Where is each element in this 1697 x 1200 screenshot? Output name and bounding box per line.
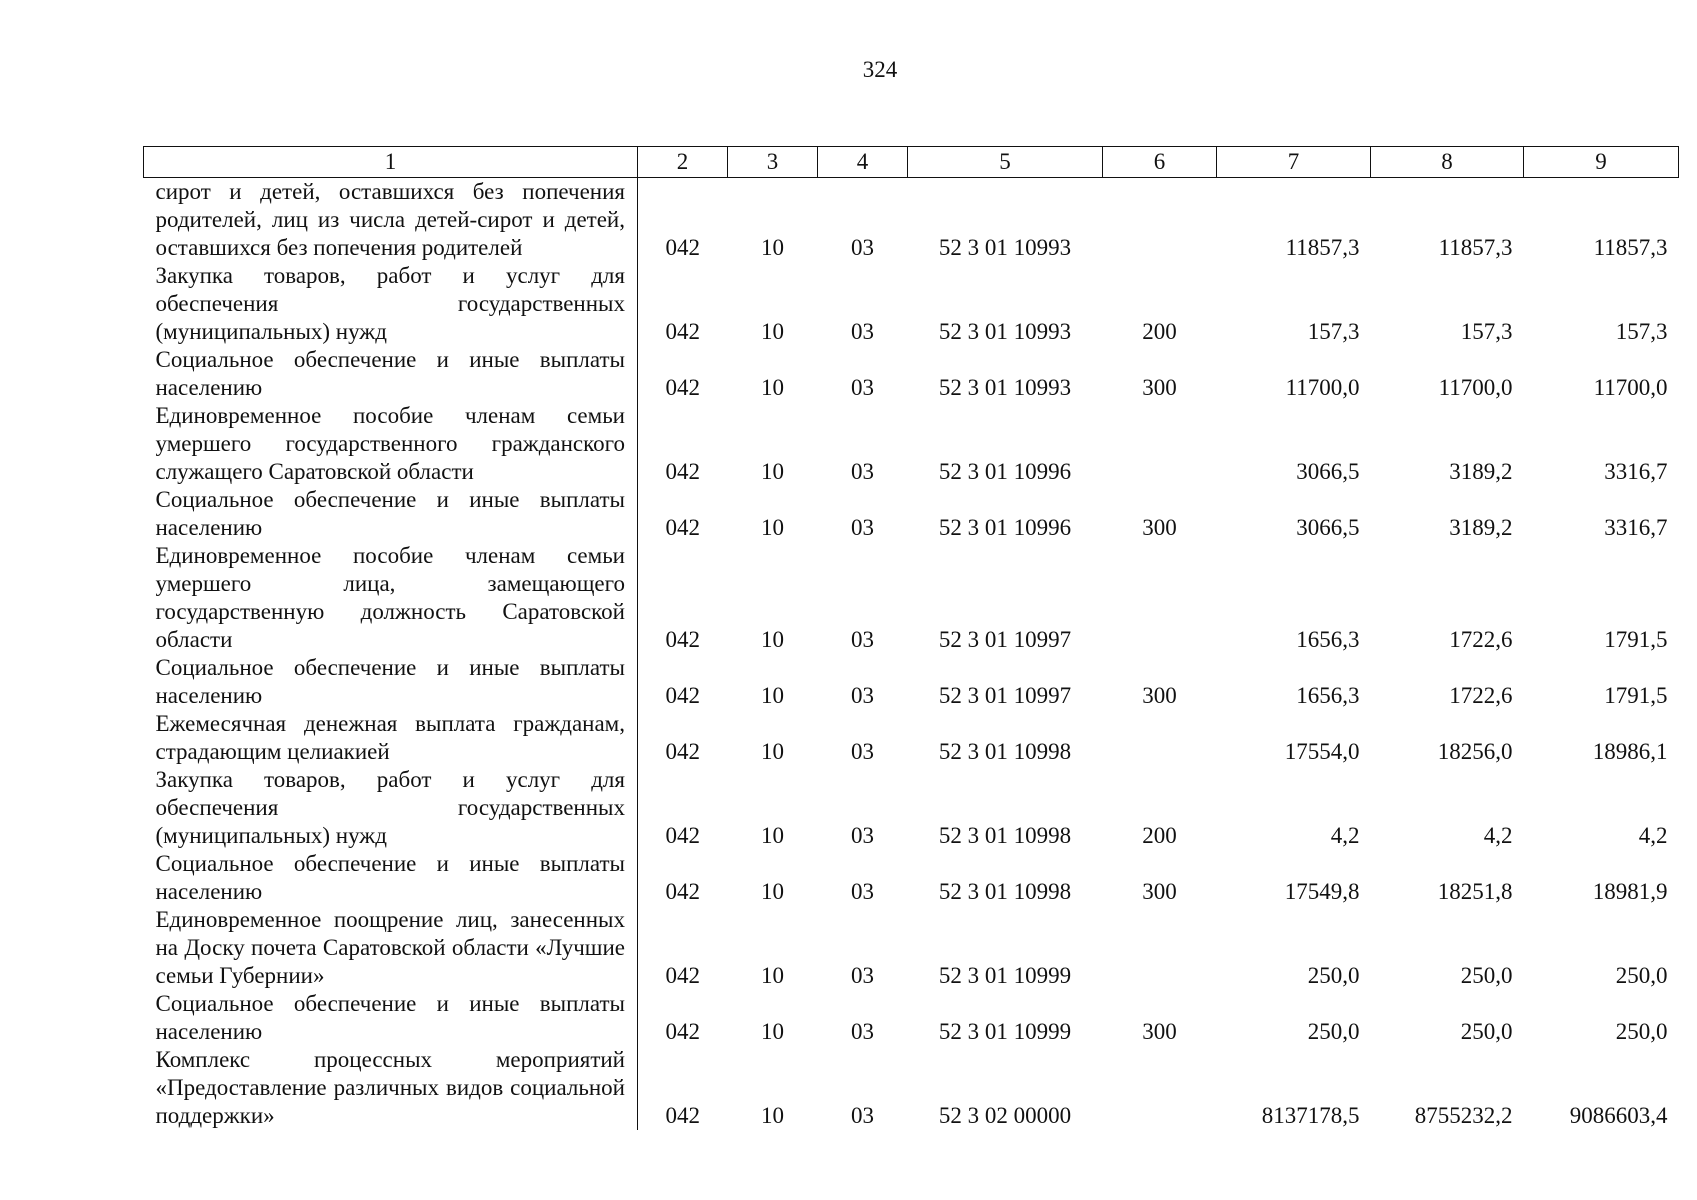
target-article-code: 52 3 01 10998: [938, 879, 1072, 904]
amount-year-2: 1722,6: [1449, 627, 1513, 652]
column-header: 6: [1103, 147, 1217, 178]
amount-year-3: 9086603,4: [1569, 1103, 1668, 1128]
amount-year-1: 17554,0: [1284, 739, 1360, 764]
amount-year-3: 18981,9: [1592, 879, 1668, 904]
amount-year-1: 11857,3: [1285, 235, 1360, 260]
amount-year-3: 11857,3: [1593, 235, 1668, 260]
amount-year-3: 4,2: [1638, 823, 1668, 848]
amount-year-1: 11700,0: [1285, 375, 1360, 400]
admin-code: 042: [665, 459, 700, 484]
expense-type-code: [1103, 1046, 1217, 1130]
amount-year-2: 18256,0: [1437, 739, 1513, 764]
target-article-code: 52 3 01 10993: [938, 375, 1072, 400]
amount-year-2: 3189,2: [1449, 459, 1513, 484]
table-row: [144, 402, 1679, 486]
amount-year-2: 18251,8: [1437, 879, 1513, 904]
target-article-code: 52 3 01 10993: [938, 319, 1072, 344]
section-code: 10: [761, 823, 784, 848]
section-code: 10: [761, 739, 784, 764]
table-row: [144, 906, 1679, 990]
amount-year-1: 1656,3: [1296, 627, 1360, 652]
section-code: 10: [761, 963, 784, 988]
target-article-code: 52 3 01 10998: [938, 823, 1072, 848]
subsection-code: 03: [851, 235, 874, 260]
target-article-code: 52 3 01 10999: [938, 1019, 1072, 1044]
section-code: 10: [761, 1019, 784, 1044]
admin-code: 042: [665, 375, 700, 400]
section-code: 10: [761, 235, 784, 260]
table-row: [144, 486, 1679, 542]
expense-type-code: 300: [1142, 375, 1177, 400]
amount-year-3: 250,0: [1615, 963, 1668, 988]
row-description: Социальное обеспечение и иные выплаты населению: [144, 654, 638, 710]
admin-code: 042: [665, 823, 700, 848]
amount-year-2: 250,0: [1460, 1019, 1513, 1044]
column-header: 4: [818, 147, 908, 178]
row-description: Закупка товаров, работ и услуг для обеспечения государственных (муниципальных) нужд: [144, 766, 638, 850]
amount-year-1: 17549,8: [1284, 879, 1360, 904]
subsection-code: 03: [851, 823, 874, 848]
row-description: Комплекс процессных мероприятий «Предоставление различных видов социальной поддержки»: [144, 1046, 638, 1130]
subsection-code: 03: [851, 963, 874, 988]
amount-year-3: 3316,7: [1604, 515, 1668, 540]
table-row: [144, 346, 1679, 402]
amount-year-1: 157,3: [1307, 319, 1360, 344]
column-number-header-row: [144, 147, 1679, 178]
subsection-code: 03: [851, 683, 874, 708]
expense-type-code: [1103, 542, 1217, 654]
amount-year-2: 11700,0: [1438, 375, 1513, 400]
budget-table: [143, 146, 1679, 1130]
expense-type-code: 300: [1142, 515, 1177, 540]
table-row: [144, 654, 1679, 710]
row-description: Закупка товаров, работ и услуг для обеспечения государственных (муниципальных) нужд: [144, 262, 638, 346]
expense-type-code: [1103, 710, 1217, 766]
amount-year-2: 157,3: [1460, 319, 1513, 344]
amount-year-1: 1656,3: [1296, 683, 1360, 708]
row-description: Социальное обеспечение и иные выплаты населению: [144, 850, 638, 906]
amount-year-1: 250,0: [1307, 1019, 1360, 1044]
amount-year-3: 250,0: [1615, 1019, 1668, 1044]
target-article-code: 52 3 01 10999: [938, 963, 1072, 988]
admin-code: 042: [665, 683, 700, 708]
amount-year-3: 1791,5: [1604, 627, 1668, 652]
expense-type-code: 300: [1142, 1019, 1177, 1044]
amount-year-2: 11857,3: [1438, 235, 1513, 260]
row-description: Единовременное пособие членам семьи умершего лица, замещающего государственную должность Саратовской области: [144, 542, 638, 654]
admin-code: 042: [665, 515, 700, 540]
row-description: Социальное обеспечение и иные выплаты населению: [144, 346, 638, 402]
section-code: 10: [761, 879, 784, 904]
row-description: Единовременное пособие членам семьи умершего государственного гражданского служащего Саратовской области: [144, 402, 638, 486]
column-header: 8: [1371, 147, 1524, 178]
column-header: 9: [1524, 147, 1679, 178]
expense-type-code: [1103, 402, 1217, 486]
section-code: 10: [761, 375, 784, 400]
column-header: 2: [638, 147, 728, 178]
row-description: Социальное обеспечение и иные выплаты населению: [144, 990, 638, 1046]
column-header: 3: [728, 147, 818, 178]
expense-type-code: 300: [1142, 683, 1177, 708]
amount-year-1: 3066,5: [1296, 515, 1360, 540]
section-code: 10: [761, 1103, 784, 1128]
table-row: [144, 542, 1679, 654]
column-header: 7: [1217, 147, 1371, 178]
amount-year-1: 3066,5: [1296, 459, 1360, 484]
subsection-code: 03: [851, 739, 874, 764]
row-description: Единовременное поощрение лиц, занесенных на Доску почета Саратовской области «Лучшие семьи Губернии»: [144, 906, 638, 990]
admin-code: 042: [665, 1103, 700, 1128]
subsection-code: 03: [851, 375, 874, 400]
subsection-code: 03: [851, 1103, 874, 1128]
expense-type-code: [1103, 906, 1217, 990]
admin-code: 042: [665, 963, 700, 988]
amount-year-1: 8137178,5: [1261, 1103, 1360, 1128]
target-article-code: 52 3 01 10993: [938, 235, 1072, 260]
amount-year-1: 250,0: [1307, 963, 1360, 988]
expense-type-code: [1103, 178, 1217, 263]
table-row: [144, 178, 1679, 263]
target-article-code: 52 3 01 10997: [938, 627, 1072, 652]
expense-type-code: 200: [1142, 823, 1177, 848]
table-row: [144, 990, 1679, 1046]
admin-code: 042: [665, 1019, 700, 1044]
column-header: 1: [144, 147, 638, 178]
amount-year-2: 3189,2: [1449, 515, 1513, 540]
page-number: 324: [862, 57, 898, 82]
admin-code: 042: [665, 235, 700, 260]
section-code: 10: [761, 319, 784, 344]
table-row: [144, 1046, 1679, 1130]
table-body: [144, 178, 1679, 1131]
amount-year-3: 157,3: [1615, 319, 1668, 344]
section-code: 10: [761, 683, 784, 708]
subsection-code: 03: [851, 515, 874, 540]
section-code: 10: [761, 459, 784, 484]
admin-code: 042: [665, 627, 700, 652]
column-header: 5: [908, 147, 1103, 178]
amount-year-1: 4,2: [1330, 823, 1360, 848]
section-code: 10: [761, 627, 784, 652]
row-description: Ежемесячная денежная выплата гражданам, страдающим целиакией: [144, 710, 638, 766]
target-article-code: 52 3 01 10998: [938, 739, 1072, 764]
amount-year-3: 3316,7: [1604, 459, 1668, 484]
table-row: [144, 766, 1679, 850]
expense-type-code: 300: [1142, 879, 1177, 904]
subsection-code: 03: [851, 627, 874, 652]
target-article-code: 52 3 01 10996: [938, 459, 1072, 484]
amount-year-2: 1722,6: [1449, 683, 1513, 708]
amount-year-3: 18986,1: [1592, 739, 1668, 764]
row-description: сирот и детей, оставшихся без попечения родителей, лиц из числа детей-сирот и детей, оставшихся без попечения родителей: [144, 178, 638, 263]
target-article-code: 52 3 02 00000: [938, 1103, 1072, 1128]
amount-year-3: 1791,5: [1604, 683, 1668, 708]
admin-code: 042: [665, 739, 700, 764]
section-code: 10: [761, 515, 784, 540]
subsection-code: 03: [851, 1019, 874, 1044]
amount-year-2: 250,0: [1460, 963, 1513, 988]
admin-code: 042: [665, 319, 700, 344]
expense-type-code: 200: [1142, 319, 1177, 344]
table-row: [144, 262, 1679, 346]
admin-code: 042: [665, 879, 700, 904]
subsection-code: 03: [851, 879, 874, 904]
amount-year-3: 11700,0: [1593, 375, 1668, 400]
table-row: [144, 850, 1679, 906]
target-article-code: 52 3 01 10996: [938, 515, 1072, 540]
subsection-code: 03: [851, 459, 874, 484]
amount-year-2: 4,2: [1483, 823, 1513, 848]
subsection-code: 03: [851, 319, 874, 344]
target-article-code: 52 3 01 10997: [938, 683, 1072, 708]
row-description: Социальное обеспечение и иные выплаты населению: [144, 486, 638, 542]
table-row: [144, 710, 1679, 766]
amount-year-2: 8755232,2: [1414, 1103, 1513, 1128]
